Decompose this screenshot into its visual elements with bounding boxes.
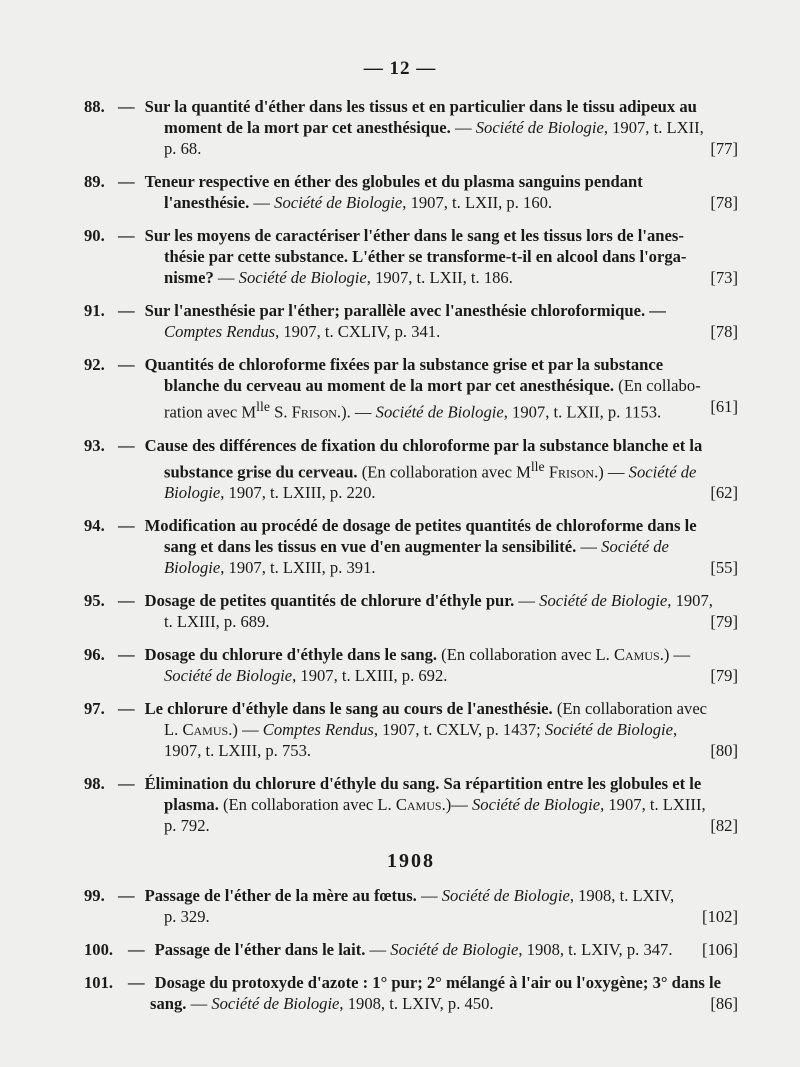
- entry-dash: —: [118, 355, 135, 374]
- reference-number: [73]: [710, 268, 738, 287]
- entry-title: Quantités de chloroforme fixées par la substance grise et par la substance: [144, 355, 664, 374]
- journal: Biologie: [164, 558, 221, 578]
- collaboration-note: (En collabo-: [614, 376, 701, 395]
- collaboration-note: (En collaboration avec: [552, 699, 708, 719]
- entry-dash: —: [118, 97, 135, 116]
- collaboration-note: ration avec M: [164, 402, 257, 422]
- author-name: Frison: [291, 402, 337, 422]
- entry-number: 93.: [84, 435, 105, 455]
- separator: .) —: [594, 462, 629, 482]
- entry-dash: —: [118, 699, 135, 719]
- entry-title: Le chlorure d'éthyle dans le sang au cours de l'anesthésie.: [144, 699, 553, 719]
- reference-number: [80]: [710, 741, 738, 761]
- entry-dash: —: [118, 435, 135, 455]
- journal: Société de Biologie: [539, 591, 668, 611]
- entry-title: Passage de l'éther de la mère au fœtus.: [144, 886, 417, 906]
- journal: Comptes Rendus: [164, 322, 276, 341]
- entry-title: sang et dans les tissus en vue d'en augmenter la sensibilité.: [164, 537, 577, 557]
- entry-title: Sur la quantité d'éther dans les tissus et en particulier dans le tissu adipeux au: [144, 97, 697, 116]
- entry-title: thésie par cette substance. L'éther se transforme-t-il en alcool dans l'orga-: [164, 247, 687, 266]
- reference-number: [79]: [710, 612, 738, 632]
- entry-title: moment de la mort par cet anesthésique.: [164, 118, 451, 137]
- entry-93: [84, 435, 738, 504]
- author-name: Camus: [395, 795, 442, 815]
- entry-88: [84, 96, 738, 159]
- citation: p. 792.: [164, 816, 210, 836]
- collaboration-note: (En collaboration avec L.: [437, 645, 614, 665]
- journal: Société de Biologie: [211, 994, 340, 1014]
- citation: , 1908, t. LXIV,: [569, 886, 675, 906]
- entry-dash: —: [118, 591, 135, 611]
- citation: , 1908, t. LXIV, p. 347.: [518, 940, 673, 960]
- citation: , 1907, t. LXII, t. 186.: [366, 268, 513, 287]
- citation: 1907, t. LXIII, p. 753.: [164, 741, 312, 761]
- journal: Société de Biologie: [441, 886, 570, 906]
- entry-dash: —: [118, 886, 135, 906]
- entry-91: [84, 300, 738, 342]
- entry-title: blanche du cerveau au moment de la mort par cet anesthésique.: [164, 376, 615, 395]
- separator: —: [514, 591, 540, 611]
- journal: Société de Biologie: [238, 268, 367, 287]
- entry-95: [84, 590, 738, 632]
- citation: , 1908, t. LXIV, p. 450.: [339, 994, 494, 1014]
- separator: —: [416, 886, 442, 906]
- separator: .) —: [659, 645, 691, 665]
- journal: Société de Biologie: [390, 940, 519, 960]
- reference-number: [78]: [710, 322, 738, 341]
- reference-number: [82]: [710, 816, 738, 836]
- entry-number: 94.: [84, 516, 105, 536]
- separator: —: [576, 537, 602, 557]
- entry-title: Dosage du protoxyde d'azote : 1° pur; 2° mélangé à l'air ou l'oxygène; 3° dans le: [154, 973, 722, 993]
- reference-number: [62]: [710, 483, 738, 503]
- entry-number: 90.: [84, 226, 105, 245]
- journal: Société de Biologie: [475, 118, 604, 137]
- entry-title: nisme?: [164, 268, 214, 287]
- entry-number: 88.: [84, 97, 105, 116]
- citation: , 1907, t. CXLV, p. 1437;: [373, 720, 545, 740]
- entry-dash: —: [118, 301, 135, 320]
- entry-96: [84, 644, 738, 686]
- page-number: — 12 —: [363, 58, 437, 79]
- superscript: lle: [256, 399, 270, 414]
- separator: —: [249, 193, 275, 212]
- reference-number: [106]: [702, 940, 738, 960]
- citation: , 1907,: [667, 591, 713, 611]
- separator: .) —: [228, 720, 263, 740]
- citation: , 1907, t. LXIII, p. 220.: [220, 483, 376, 503]
- author-name: Frison: [548, 462, 595, 482]
- reference-number: [77]: [710, 139, 738, 158]
- entry-number: 92.: [84, 355, 105, 374]
- entry-dash: —: [118, 172, 135, 191]
- entry-title: Dosage de petites quantités de chlorure d'éthyle pur.: [144, 591, 515, 611]
- collaboration-note: (En collaboration avec M: [357, 462, 531, 482]
- journal: Société de Biologie: [471, 795, 601, 815]
- entry-title: l'anesthésie.: [164, 193, 250, 212]
- entry-92: [84, 354, 738, 423]
- separator: —: [186, 994, 212, 1014]
- entry-number: 97.: [84, 699, 105, 719]
- entry-title: Sur les moyens de caractériser l'éther dans le sang et les tissus lors de l'anes-: [144, 226, 684, 245]
- citation: , 1907, t. CXLIV, p. 341.: [275, 322, 441, 341]
- reference-number: [78]: [710, 193, 738, 212]
- entry-number: 101.: [84, 973, 114, 993]
- reference-number: [55]: [710, 558, 738, 578]
- reference-number: [79]: [710, 666, 738, 686]
- entry-number: 91.: [84, 301, 105, 320]
- entry-100: [84, 939, 738, 960]
- entry-number: 99.: [84, 886, 105, 906]
- citation: , 1907, t. LXII, p. 160.: [402, 193, 553, 212]
- entry-101: [84, 972, 738, 1014]
- citation: , 1907, t. LXIII, p. 391.: [220, 558, 376, 578]
- journal: Biologie: [164, 483, 221, 503]
- entry-dash: —: [118, 226, 135, 245]
- entry-dash: —: [118, 645, 135, 665]
- entry-94: [84, 515, 738, 578]
- entry-98: [84, 773, 738, 836]
- journal: Comptes Rendus: [262, 720, 374, 740]
- citation: , 1907, t. LXII, p. 1153.: [503, 402, 662, 422]
- journal: Société de: [628, 462, 697, 482]
- superscript: lle: [530, 458, 545, 474]
- entry-dash: —: [128, 973, 145, 993]
- collaboration-note: L.: [164, 720, 183, 740]
- entry-title: Sur l'anesthésie par l'éther; parallèle avec l'anesthésie chloroformique. —: [144, 301, 666, 320]
- separator: —: [213, 268, 239, 287]
- collaboration-note: S.: [269, 402, 292, 422]
- journal: Société de Biologie: [164, 666, 293, 686]
- separator: .)—: [441, 795, 472, 815]
- entry-title: substance grise du cerveau.: [164, 462, 358, 482]
- entry-title: Cause des différences de fixation du chloroforme par la substance blanche et la: [144, 435, 703, 455]
- entry-title: Modification au procédé de dosage de petites quantités de chloroforme dans le: [144, 516, 697, 536]
- entry-90: [84, 225, 738, 288]
- entry-97: [84, 698, 738, 761]
- citation: p. 68.: [164, 139, 202, 158]
- separator: .). —: [336, 402, 376, 422]
- entry-title: Passage de l'éther dans le lait.: [154, 940, 366, 960]
- citation: , 1907, t. LXIII, p. 692.: [292, 666, 448, 686]
- reference-number: [102]: [702, 907, 738, 927]
- author-name: Camus: [613, 645, 660, 665]
- entry-number: 98.: [84, 774, 105, 794]
- entry-number: 100.: [84, 940, 114, 960]
- journal: Société de Biologie: [274, 193, 403, 212]
- citation: p. 329.: [164, 907, 210, 927]
- entry-number: 96.: [84, 645, 105, 665]
- entry-99: [84, 885, 738, 927]
- entry-title: Teneur respective en éther des globules et du plasma sanguins pendant: [144, 172, 643, 191]
- entry-title: sang.: [150, 994, 187, 1014]
- author-name: Camus: [182, 720, 229, 740]
- entry-title: plasma.: [164, 795, 219, 815]
- entry-title: Dosage du chlorure d'éthyle dans le sang.: [144, 645, 438, 665]
- separator: —: [450, 118, 476, 137]
- entry-title: Élimination du chlorure d'éthyle du sang. Sa répartition entre les globules et le: [144, 774, 702, 794]
- journal: Société de Biologie: [375, 402, 504, 422]
- collaboration-note: (En collaboration avec L.: [218, 795, 396, 815]
- separator: —: [365, 940, 391, 960]
- entry-dash: —: [128, 940, 145, 960]
- reference-number: [86]: [710, 994, 738, 1014]
- citation: , 1907, t. LXII,: [603, 118, 704, 137]
- journal: Société de: [601, 537, 669, 557]
- entry-dash: —: [118, 774, 135, 794]
- year-heading: 1908: [387, 850, 435, 873]
- citation: t. LXIII, p. 689.: [164, 612, 270, 632]
- citation: ,: [672, 720, 678, 740]
- entry-number: 89.: [84, 172, 105, 191]
- entry-number: 95.: [84, 591, 105, 611]
- bibliography-list: [84, 96, 738, 1026]
- reference-number: [61]: [710, 397, 738, 416]
- citation: , 1907, t. LXIII,: [600, 795, 706, 815]
- entry-dash: —: [118, 516, 135, 536]
- journal: Société de Biologie: [544, 720, 673, 740]
- entry-89: [84, 171, 738, 213]
